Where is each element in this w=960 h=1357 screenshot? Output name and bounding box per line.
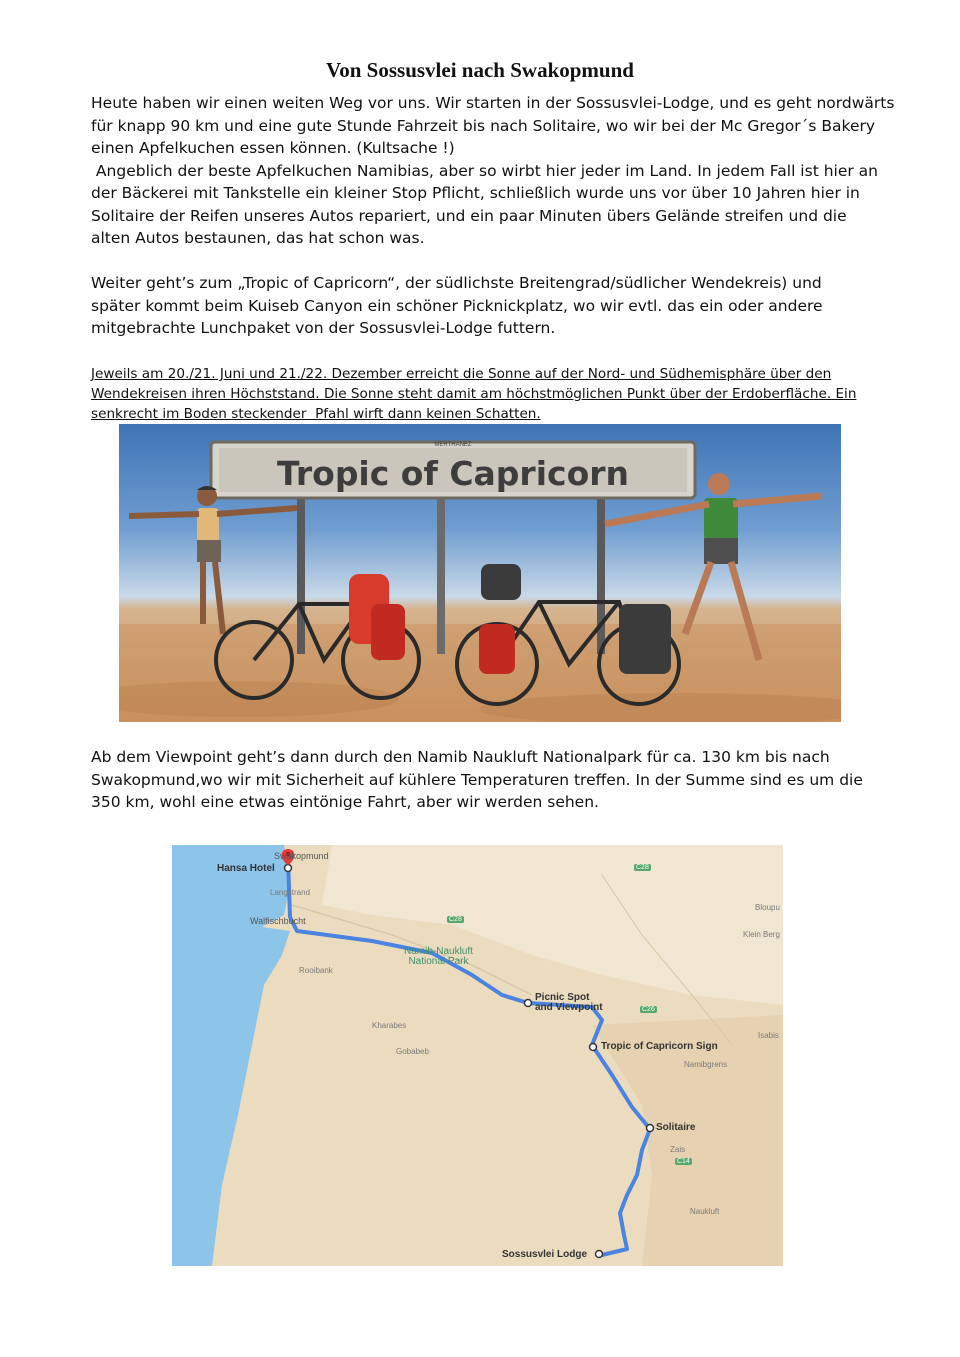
text-line: für knapp 90 km und eine gute Stunde Fahrzeit bis nach Solitaire, wo wir bei der Mc Gregor´s Bakery bbox=[91, 116, 876, 135]
text-line: der Bäckerei mit Tankstelle ein kleiner Stop Pflicht, schließlich wurde uns vor über 10 Jahren hier in bbox=[91, 184, 860, 202]
map-label-walvis: Walfischbucht bbox=[250, 916, 306, 926]
text-line: Ab dem Viewpoint geht’s dann durch den Namib Naukluft Nationalpark für ca. 130 km bis nach bbox=[91, 748, 830, 766]
road-badge-c14: C14 bbox=[677, 1158, 690, 1165]
tropic-paragraph bbox=[91, 272, 881, 340]
map-label-lodge: Sossusvlei Lodge bbox=[502, 1249, 588, 1260]
text-line: einen Apfelkuchen essen können. (Kultsache !) bbox=[91, 139, 455, 157]
road-badge-c28: C28 bbox=[449, 916, 462, 923]
sign-top-text: MERTHANEZ bbox=[434, 442, 472, 448]
map-label-kharabes: Kharabes bbox=[372, 1021, 407, 1030]
map-label-naukluft: Naukluft bbox=[690, 1207, 720, 1216]
map-label-park bbox=[404, 947, 473, 967]
map-label-namibgrens: Namibgrens bbox=[684, 1060, 728, 1069]
solstice-note bbox=[91, 364, 871, 424]
stop-solitaire-marker bbox=[647, 1125, 654, 1132]
stop-picnic-marker bbox=[525, 1000, 532, 1007]
map-label-klein-berg: Klein Berg bbox=[743, 930, 780, 939]
map-label-langstrand: Langstrand bbox=[270, 888, 311, 897]
map-label-picnic bbox=[535, 993, 603, 1013]
stop-hansa-marker bbox=[285, 865, 292, 872]
photo-illustration bbox=[119, 424, 841, 722]
ocean-area bbox=[172, 845, 290, 1266]
text-line: Solitaire der Reifen unseres Autos repariert, und ein paar Minuten übers Gelände streifen und die bbox=[91, 206, 847, 225]
map-label-hansa: Hansa Hotel bbox=[217, 863, 275, 874]
map-label-swakopmund: Swakopmund bbox=[274, 851, 329, 861]
picnic-line-2: and Viewpoint bbox=[535, 1002, 603, 1013]
text-line: Weiter geht’s zum „Tropic of Capricorn“, der südlichste Breitengrad/südlicher Wendekreis) und bbox=[91, 274, 822, 292]
text-line: 350 km, wohl eine etwas eintönige Fahrt, aber wir werden sehen. bbox=[91, 793, 599, 811]
map-label-isabis: Isabis bbox=[758, 1031, 779, 1040]
viewpoint-paragraph bbox=[91, 746, 881, 814]
park-line-2: National Park bbox=[408, 956, 469, 967]
text-line: später kommt beim Kuiseb Canyon ein schöner Picknickplatz, wo wir evtl. das ein oder andere bbox=[91, 296, 823, 315]
route-map bbox=[172, 845, 783, 1266]
tropic-sign-photo bbox=[119, 424, 841, 722]
road-badge-c28: C28 bbox=[636, 864, 649, 871]
map-label-rooibank: Rooibank bbox=[299, 966, 333, 975]
stop-lodge-marker bbox=[596, 1251, 603, 1258]
note-line: senkrecht im Boden steckender Pfahl wirft dann keinen Schatten. bbox=[91, 406, 541, 422]
map-label-gobabeb: Gobabeb bbox=[396, 1047, 429, 1056]
note-line: Wendekreisen ihren Höchststand. Die Sonne steht damit am höchstmöglichen Punkt über der Erdoberfläche. Ein bbox=[91, 386, 857, 402]
park-line-1: Namib-Naukluft bbox=[404, 946, 473, 957]
map-label-bloupu: Bloupu bbox=[755, 903, 780, 912]
picnic-line-1: Picnic Spot bbox=[535, 992, 590, 1003]
map-label-tropic: Tropic of Capricorn Sign bbox=[601, 1041, 718, 1052]
text-line: Heute haben wir einen weiten Weg vor uns. Wir starten in der Sossusvlei-Lodge, und es geht nordwärts bbox=[91, 94, 895, 112]
text-line: Swakopmund,wo wir mit Sicherheit auf kühlere Temperaturen treffen. In der Summe sind es um die bbox=[91, 770, 863, 789]
map-label-zais: Zais bbox=[670, 1145, 686, 1154]
text-line: mitgebrachte Lunchpaket von der Sossusvlei-Lodge futtern. bbox=[91, 319, 556, 337]
text-line: alten Autos bestaunen, das hat schon was. bbox=[91, 229, 425, 247]
stop-tropic-marker bbox=[590, 1044, 597, 1051]
page-title: Von Sossusvlei nach Swakopmund bbox=[326, 58, 634, 82]
note-line: Jeweils am 20./21. Juni und 21./22. Dezember erreicht die Sonne auf der Nord- und Südhemisphäre über den bbox=[91, 366, 832, 382]
road-badge-c26: C26 bbox=[642, 1006, 655, 1013]
sign-text: Tropic of Capricorn bbox=[276, 454, 630, 493]
map-label-solitaire: Solitaire bbox=[656, 1122, 696, 1133]
text-line: Angeblich der beste Apfelkuchen Namibias, aber so wirbt hier jeder im Land. In jedem Fall ist hier an bbox=[91, 161, 878, 180]
intro-paragraph bbox=[91, 92, 895, 250]
map-graphics bbox=[172, 845, 783, 1266]
